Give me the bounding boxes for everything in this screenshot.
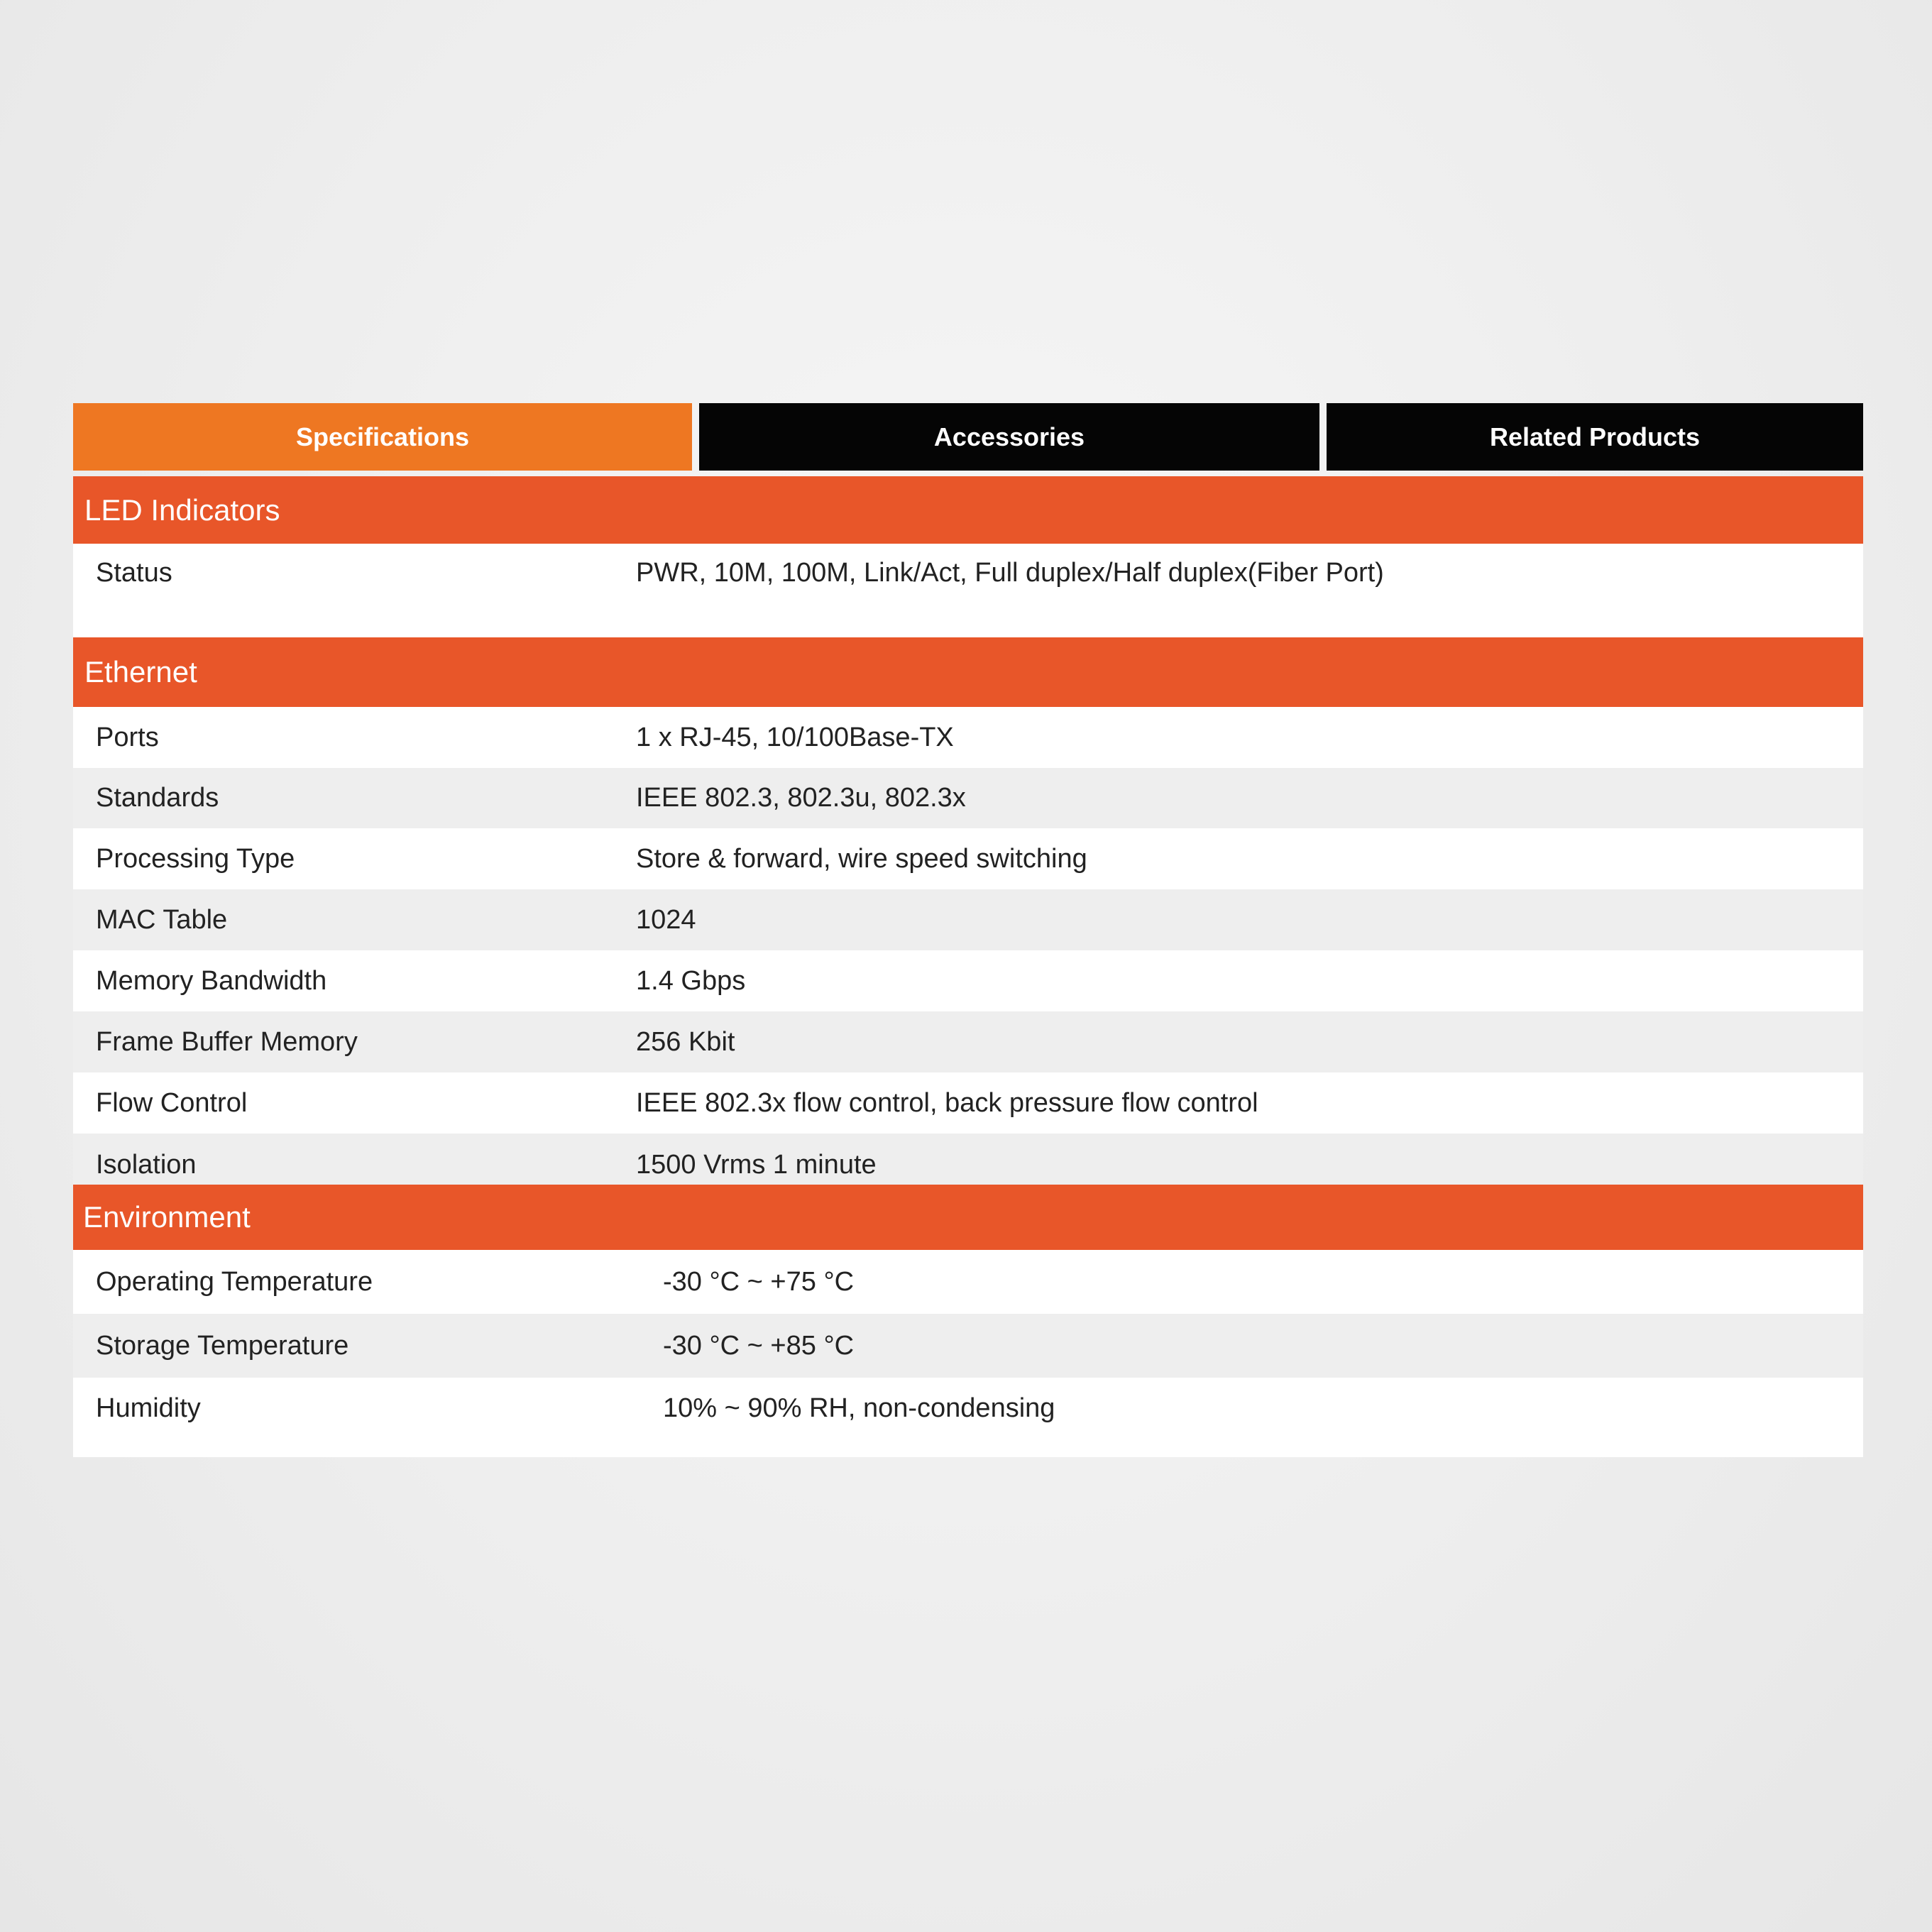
row-label: Memory Bandwidth [96,965,327,996]
tab-bar [73,403,1863,471]
table-row [73,889,1863,950]
row-value: 256 Kbit [636,1026,735,1057]
table-row [73,1314,1863,1378]
spec-panel [73,403,1863,1457]
row-value: IEEE 802.3, 802.3u, 802.3x [636,783,966,813]
section-header-environment: Environment [73,1185,1863,1250]
section-header-ethernet: Ethernet [73,637,1863,707]
row-label: MAC Table [96,904,228,935]
table-row [73,1250,1863,1314]
table-row [73,1378,1863,1457]
environment-section [73,1185,1863,1457]
row-value: -30 °C ~ +75 °C [663,1266,855,1297]
table-row [73,1072,1863,1134]
table-row [73,950,1863,1011]
row-value: IEEE 802.3x flow control, back pressure flow control [636,1087,1258,1118]
table-row [73,1134,1863,1185]
row-value: 1500 Vrms 1 minute [636,1150,877,1180]
row-label: Flow Control [96,1087,248,1118]
row-label: Standards [96,783,219,813]
row-value: -30 °C ~ +85 °C [663,1330,855,1361]
row-label: Processing Type [96,843,295,874]
row-label: Isolation [96,1150,197,1180]
table-row [73,768,1863,828]
row-label: Operating Temperature [96,1266,373,1297]
table-row [73,707,1863,768]
row-value: 1 x RJ-45, 10/100Base-TX [636,722,954,752]
section-header-led-indicators: LED Indicators [73,476,1863,544]
tab-accessories[interactable]: Accessories [699,403,1319,471]
row-label: Frame Buffer Memory [96,1026,358,1057]
row-value: 10% ~ 90% RH, non-condensing [663,1393,1055,1423]
table-row [73,828,1863,889]
row-label: Status [96,558,172,588]
row-value: 1024 [636,904,696,935]
row-value: Store & forward, wire speed switching [636,843,1087,874]
tab-related-products[interactable]: Related Products [1327,403,1863,471]
tab-specifications[interactable]: Specifications [73,403,692,471]
row-label: Ports [96,722,159,752]
table-row [73,544,1863,637]
spec-table [73,476,1863,1457]
row-label: Humidity [96,1393,201,1423]
table-row [73,1011,1863,1072]
row-value: 1.4 Gbps [636,965,746,996]
row-label: Storage Temperature [96,1330,349,1361]
row-value: PWR, 10M, 100M, Link/Act, Full duplex/Half duplex(Fiber Port) [636,558,1384,588]
